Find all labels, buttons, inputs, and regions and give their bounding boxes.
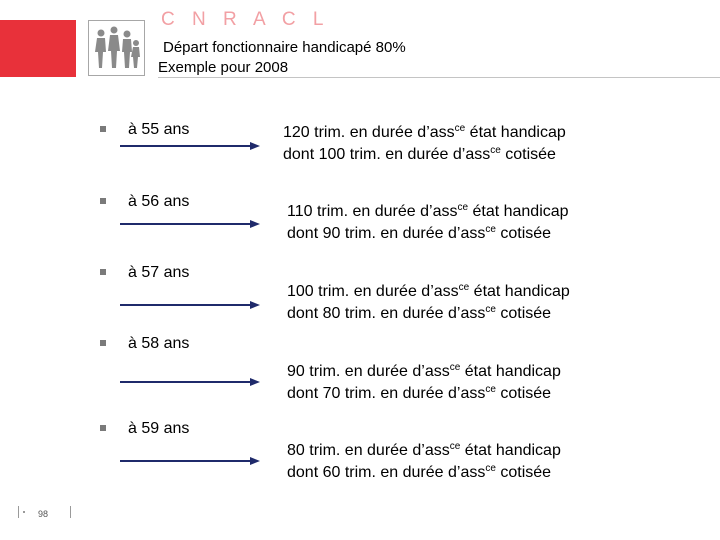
result-text [283,122,566,166]
footer-divider [70,506,71,518]
footer-divider [18,506,19,518]
bullet-icon [100,126,106,132]
people-logo [88,20,145,76]
result-line-2: dont 90 trim. en durée d’ass$^{ce}$ cotisée [287,224,552,242]
page-title: Départ fonctionnaire handicapé 80% [163,39,406,56]
bullet-icon [100,340,106,346]
age-label: à 59 ans [128,420,190,437]
age-label: à 58 ans [128,335,190,352]
result-text [287,281,570,325]
page-subtitle: Exemple pour 2008 [158,59,289,76]
arrow-right-icon [120,300,260,310]
arrow-right-icon [120,219,260,229]
arrow-right-icon [120,141,260,151]
result-text [287,361,561,405]
arrow-right-icon [120,377,260,387]
bullet-icon [100,269,106,275]
result-line-1: 110 trim. en durée d’ass$^{ce}$ état handicap [287,202,569,220]
header-divider [158,77,720,78]
bullet-icon [100,198,106,204]
accent-block [0,20,76,77]
result-line-2: dont 100 trim. en durée d’ass$^{ce}$ cotisée [283,145,556,163]
result-line-1: 100 trim. en durée d’ass$^{ce}$ état handicap [287,282,570,300]
age-label: à 57 ans [128,264,190,281]
result-text [287,201,569,245]
brand-name: C N R A C L [161,9,330,30]
result-line-1: 90 trim. en durée d’ass$^{ce}$ état handicap [287,362,561,380]
result-line-1: 80 trim. en durée d’ass$^{ce}$ état handicap [287,441,561,459]
result-line-1: 120 trim. en durée d’ass$^{ce}$ état handicap [283,123,566,141]
result-text [287,440,561,484]
footer-dot [23,511,25,513]
bullet-icon [100,425,106,431]
people-icon [89,21,144,75]
result-line-2: dont 80 trim. en durée d’ass$^{ce}$ cotisée [287,304,552,322]
age-label: à 55 ans [128,121,190,138]
page-number: 98 [38,509,49,519]
result-line-2: dont 70 trim. en durée d’ass$^{ce}$ cotisée [287,384,552,402]
arrow-right-icon [120,456,260,466]
age-label: à 56 ans [128,193,190,210]
result-line-2: dont 60 trim. en durée d’ass$^{ce}$ cotisée [287,463,552,481]
